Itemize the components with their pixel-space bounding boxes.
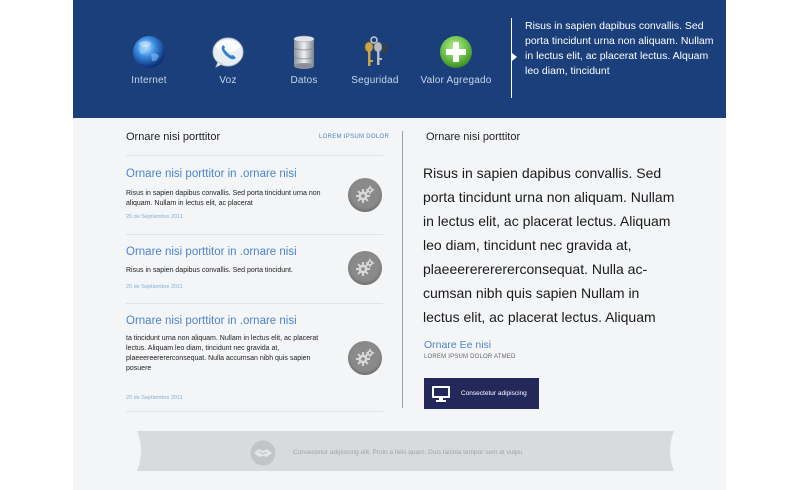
- nav-label: Internet: [131, 75, 167, 86]
- gears-icon: [354, 347, 376, 369]
- post-body: Risus in sapien dapibus convallis. Sed porta tincidunt urna non aliquam. Nullam in lectus elit, ac placerat: [126, 190, 321, 207]
- keys-icon: [357, 34, 393, 70]
- right-column-caption: LOREM IPSUM DOLOR ATMED: [424, 354, 516, 360]
- settings-button[interactable]: [348, 178, 382, 212]
- gears-icon: [354, 184, 376, 206]
- nav-item-voz[interactable]: [186, 34, 270, 86]
- left-column-link[interactable]: LOREM IPSUM DOLOR: [319, 134, 390, 140]
- page: [73, 0, 726, 490]
- monitor-icon: [431, 385, 451, 403]
- divider: [126, 411, 383, 412]
- left-column-title: Ornare nisi porttitor: [126, 131, 221, 143]
- nav-label: Seguridad: [351, 75, 399, 86]
- post-date: 20 de Septiembre 2011: [126, 395, 183, 401]
- gears-icon: [354, 257, 376, 279]
- nav-item-seguridad[interactable]: [333, 34, 417, 86]
- nav-label: Datos: [290, 75, 318, 86]
- column-divider: [402, 131, 403, 408]
- plus-icon: [438, 34, 474, 70]
- globe-icon: [131, 34, 167, 70]
- footer-banner-text: Consectetur adipiscing elit. Proin a felis quam. Duis lacinia tempor sem at vulpu: [293, 449, 523, 456]
- database-icon: [286, 34, 322, 70]
- post-title[interactable]: Ornare nisi porttitor in .ornare nisi: [126, 246, 297, 258]
- phone-icon: [210, 34, 246, 70]
- right-column-title: Ornare nisi porttitor: [426, 131, 521, 143]
- nav-item-valor-agregado[interactable]: [414, 34, 498, 86]
- divider: [126, 303, 383, 304]
- settings-button[interactable]: [348, 251, 382, 285]
- header: [73, 0, 726, 118]
- header-pointer: [512, 53, 517, 61]
- divider: [126, 234, 383, 235]
- post-body: Risus in sapien dapibus convallis. Sed porta tincidunt.: [126, 267, 293, 274]
- nav-item-internet[interactable]: [107, 34, 191, 86]
- nav-label: Voz: [219, 75, 237, 86]
- cta-label: Consectetur adipiscing: [461, 390, 527, 397]
- cta-button[interactable]: [424, 378, 539, 409]
- right-column-subtitle[interactable]: Ornare Ee nisi: [424, 339, 492, 351]
- post-date: 20 de Septiembre 2011: [126, 284, 183, 290]
- nav-label: Valor Agregado: [420, 75, 492, 86]
- handshake-icon: [249, 440, 277, 466]
- post-date: 20 de Septiembre 2011: [126, 214, 183, 220]
- header-text: Risus in sapien dapibus convallis. Sed porta tincidunt urna non aliquam. Nullam in lectus elit, ac placerat lectus. Alquam leo diam, tincidunt: [525, 20, 714, 77]
- post-title[interactable]: Ornare nisi porttitor in .ornare nisi: [126, 315, 297, 327]
- settings-button[interactable]: [348, 341, 382, 375]
- post-body: ta tincidunt urna non aliquam. Nullam in lectus elit, ac placerat lectus. Aliquam leo diam, tincidunt nec gravida at, plaeeereerererconsequat. Nulla accumsan nibh quis sapien posuere: [126, 335, 319, 372]
- post-title[interactable]: Ornare nisi porttitor in .ornare nisi: [126, 168, 297, 180]
- right-column-body: Risus in sapien dapibus convallis. Sed porta tincidunt urna non aliquam. Nullam in lectus elit, ac placerat lectus. Aliquam leo diam, tincidunt nec gravida at, plaeeerererererconsequat. Nulla ac-cumsan nibh quis sapien Nullam in lectus elit, ac placerat lectus. Aliquam: [423, 165, 675, 325]
- divider: [126, 155, 383, 156]
